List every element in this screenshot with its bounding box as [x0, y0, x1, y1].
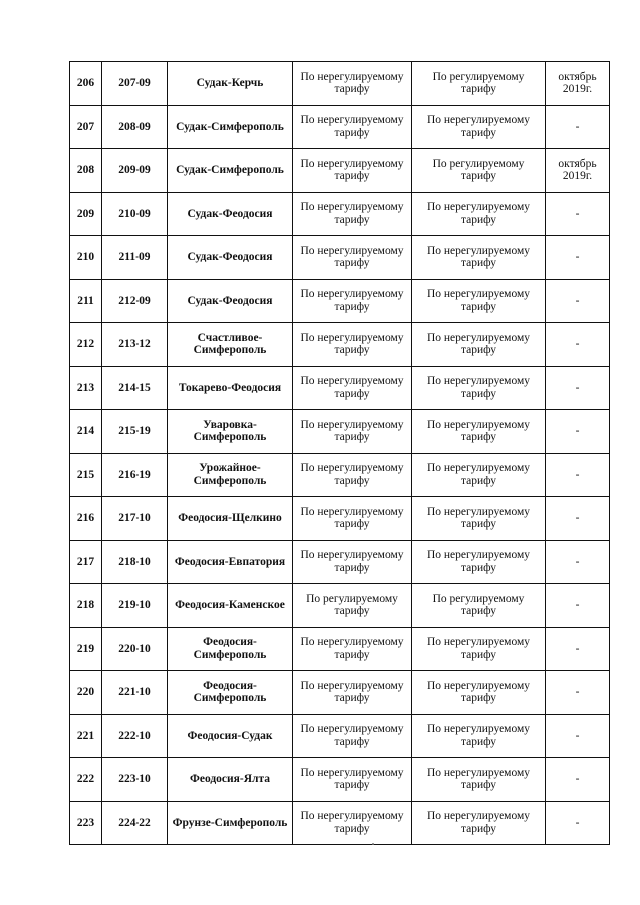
change-date-cell: [546, 105, 610, 149]
route-name-text: Счастливое-Симферополь: [193, 331, 267, 357]
current-tariff-cell: [293, 323, 412, 367]
row-number-cell: [70, 497, 102, 541]
route-name-text: Феодосия-Евпатория: [174, 555, 286, 568]
route-name-text: Судак-Симферополь: [176, 120, 284, 133]
route-code-cell: [102, 366, 168, 410]
current-tariff-cell: [293, 801, 412, 845]
new-tariff-cell: [412, 62, 546, 106]
table-row: [70, 453, 610, 497]
routes-table: [69, 61, 610, 845]
route-name-cell: [168, 323, 293, 367]
current-tariff-text: По нерегулируемому тарифу: [300, 70, 404, 96]
row-number-cell: [70, 279, 102, 323]
table-row: [70, 410, 610, 454]
change-date-text: -: [575, 251, 580, 263]
route-name-cell: [168, 453, 293, 497]
new-tariff-cell: [412, 671, 546, 715]
route-name-text: Фрунзе-Симферополь: [172, 816, 288, 829]
change-date-text: -: [575, 338, 580, 350]
new-tariff-text: По нерегулируемому тарифу: [426, 723, 531, 748]
change-date-cell: [546, 323, 610, 367]
route-name-text: Уваровка-Симферополь: [193, 418, 267, 444]
route-name-cell: [168, 105, 293, 149]
change-date-text: -: [575, 686, 580, 698]
route-code-text: 220-10: [118, 642, 151, 655]
route-name-cell: [168, 671, 293, 715]
new-tariff-cell: [412, 236, 546, 280]
current-tariff-cell: [293, 627, 412, 671]
route-code-cell: [102, 62, 168, 106]
current-tariff-text: По нерегулируемому тарифу: [300, 679, 404, 705]
row-number-cell: [70, 192, 102, 236]
route-name-cell: [168, 279, 293, 323]
change-date-text: -: [575, 468, 580, 481]
route-code-text: 221-10: [118, 686, 151, 698]
change-date-text: -: [575, 512, 580, 524]
route-name-text: Феодосия-Ялта: [189, 773, 271, 785]
route-name-cell: [168, 236, 293, 280]
route-code-cell: [102, 149, 168, 193]
row-number-text: 221: [76, 729, 95, 742]
new-tariff-text: По нерегулируемому тарифу: [426, 418, 531, 444]
route-name-text: Феодосия-Симферополь: [193, 636, 267, 661]
route-code-cell: [102, 801, 168, 845]
current-tariff-text: По нерегулируемому тарифу: [300, 766, 404, 792]
change-date-cell: [546, 801, 610, 845]
route-name-text: Феодосия-Каменское: [175, 599, 285, 611]
change-date-cell: [546, 279, 610, 323]
change-date-text: -: [575, 816, 580, 829]
row-number-cell: [70, 105, 102, 149]
change-date-text: октябрь 2019г.: [558, 70, 597, 96]
row-number-text: 213: [76, 381, 95, 394]
route-name-text: Судак-Феодосия: [187, 294, 273, 307]
new-tariff-text: По нерегулируемому тарифу: [426, 766, 531, 792]
route-name-cell: [168, 801, 293, 845]
routes-table-body: [70, 62, 610, 845]
route-code-cell: [102, 323, 168, 367]
row-number-cell: [70, 453, 102, 497]
new-tariff-cell: [412, 453, 546, 497]
new-tariff-cell: [412, 410, 546, 454]
change-date-cell: [546, 714, 610, 758]
current-tariff-text: По нерегулируемому тарифу: [300, 114, 404, 139]
route-name-text: Феодосия-Симферополь: [193, 679, 267, 705]
route-name-cell: [168, 584, 293, 628]
change-date-cell: [546, 410, 610, 454]
current-tariff-text: По нерегулируемому тарифу: [300, 375, 404, 400]
route-code-cell: [102, 758, 168, 802]
route-code-text: 212-09: [118, 294, 151, 307]
route-code-text: 213-12: [118, 338, 151, 350]
current-tariff-text: По нерегулируемому тарифу: [300, 201, 404, 226]
route-code-cell: [102, 627, 168, 671]
route-name-cell: [168, 497, 293, 541]
route-code-cell: [102, 540, 168, 584]
change-date-text: -: [575, 120, 580, 133]
table-row: [70, 279, 610, 323]
change-date-cell: [546, 758, 610, 802]
new-tariff-text: По регулируемому тарифу: [432, 157, 525, 183]
route-code-cell: [102, 453, 168, 497]
new-tariff-text: По нерегулируемому тарифу: [426, 331, 531, 357]
route-code-text: 210-09: [118, 207, 151, 220]
row-number-text: 217: [76, 555, 95, 568]
change-date-text: -: [575, 642, 580, 655]
change-date-cell: [546, 62, 610, 106]
table-row: [70, 758, 610, 802]
row-number-text: 214: [76, 425, 95, 437]
change-date-text: -: [575, 599, 580, 611]
current-tariff-cell: [293, 236, 412, 280]
current-tariff-cell: [293, 584, 412, 628]
table-row: [70, 584, 610, 628]
route-code-text: 207-09: [118, 77, 151, 89]
row-number-text: 212: [76, 338, 95, 350]
route-name-text: Урожайное-Симферополь: [193, 462, 267, 487]
new-tariff-cell: [412, 323, 546, 367]
new-tariff-text: По нерегулируемому тарифу: [426, 462, 531, 487]
new-tariff-text: По нерегулируемому тарифу: [426, 244, 531, 270]
current-tariff-cell: [293, 497, 412, 541]
new-tariff-text: По нерегулируемому тарифу: [426, 288, 531, 313]
row-number-cell: [70, 671, 102, 715]
route-name-cell: [168, 714, 293, 758]
change-date-cell: [546, 584, 610, 628]
scan-speck: [372, 843, 374, 845]
change-date-text: -: [575, 207, 580, 220]
route-name-text: Судак-Керчь: [196, 77, 264, 89]
route-name-cell: [168, 149, 293, 193]
new-tariff-cell: [412, 149, 546, 193]
row-number-text: 209: [76, 207, 95, 220]
new-tariff-cell: [412, 540, 546, 584]
table-row: [70, 627, 610, 671]
new-tariff-cell: [412, 714, 546, 758]
current-tariff-cell: [293, 714, 412, 758]
route-code-text: 215-19: [118, 425, 151, 437]
route-name-cell: [168, 366, 293, 410]
change-date-text: -: [575, 773, 580, 785]
row-number-cell: [70, 758, 102, 802]
route-code-cell: [102, 410, 168, 454]
change-date-cell: [546, 366, 610, 410]
row-number-text: 207: [76, 120, 95, 133]
current-tariff-cell: [293, 149, 412, 193]
table-row: [70, 236, 610, 280]
row-number-cell: [70, 801, 102, 845]
change-date-cell: [546, 236, 610, 280]
change-date-text: -: [575, 729, 580, 742]
route-code-cell: [102, 671, 168, 715]
row-number-text: 206: [76, 77, 95, 89]
current-tariff-cell: [293, 366, 412, 410]
new-tariff-cell: [412, 584, 546, 628]
route-code-text: 218-10: [118, 555, 151, 568]
route-code-cell: [102, 584, 168, 628]
new-tariff-text: По нерегулируемому тарифу: [426, 505, 531, 531]
route-name-text: Феодосия-Щелкино: [178, 512, 282, 524]
route-name-cell: [168, 62, 293, 106]
row-number-cell: [70, 236, 102, 280]
row-number-text: 222: [76, 773, 95, 785]
new-tariff-cell: [412, 105, 546, 149]
row-number-text: 220: [76, 686, 95, 698]
table-row: [70, 149, 610, 193]
new-tariff-text: По нерегулируемому тарифу: [426, 375, 531, 400]
current-tariff-text: По нерегулируемому тарифу: [300, 288, 404, 313]
row-number-cell: [70, 410, 102, 454]
current-tariff-text: По нерегулируемому тарифу: [300, 244, 404, 270]
row-number-text: 218: [76, 599, 95, 611]
current-tariff-text: По нерегулируемому тарифу: [300, 810, 404, 835]
new-tariff-text: По нерегулируемому тарифу: [426, 679, 531, 705]
row-number-cell: [70, 62, 102, 106]
row-number-text: 208: [76, 164, 95, 176]
route-name-cell: [168, 410, 293, 454]
row-number-text: 215: [76, 468, 95, 481]
route-code-cell: [102, 497, 168, 541]
change-date-text: -: [575, 425, 580, 437]
current-tariff-text: По нерегулируемому тарифу: [300, 505, 404, 531]
new-tariff-text: По регулируемому тарифу: [432, 592, 525, 618]
row-number-cell: [70, 540, 102, 584]
table-row: [70, 366, 610, 410]
route-code-cell: [102, 714, 168, 758]
current-tariff-text: По нерегулируемому тарифу: [300, 331, 404, 357]
row-number-text: 210: [76, 251, 95, 263]
route-name-cell: [168, 627, 293, 671]
change-date-text: -: [575, 294, 580, 307]
current-tariff-cell: [293, 279, 412, 323]
new-tariff-cell: [412, 801, 546, 845]
route-name-text: Токарево-Феодосия: [178, 381, 282, 394]
new-tariff-cell: [412, 627, 546, 671]
current-tariff-cell: [293, 105, 412, 149]
current-tariff-cell: [293, 410, 412, 454]
table-row: [70, 105, 610, 149]
new-tariff-cell: [412, 192, 546, 236]
current-tariff-cell: [293, 62, 412, 106]
change-date-cell: [546, 671, 610, 715]
current-tariff-cell: [293, 192, 412, 236]
new-tariff-cell: [412, 497, 546, 541]
row-number-cell: [70, 366, 102, 410]
current-tariff-cell: [293, 453, 412, 497]
change-date-text: -: [575, 555, 580, 568]
route-code-text: 224-22: [118, 816, 151, 829]
route-code-text: 216-19: [118, 468, 151, 481]
change-date-cell: [546, 540, 610, 584]
route-name-cell: [168, 192, 293, 236]
current-tariff-text: По нерегулируемому тарифу: [300, 636, 404, 661]
new-tariff-text: По нерегулируемому тарифу: [426, 201, 531, 226]
route-name-cell: [168, 540, 293, 584]
new-tariff-text: По нерегулируемому тарифу: [426, 810, 531, 835]
route-code-text: 223-10: [118, 773, 151, 785]
change-date-cell: [546, 453, 610, 497]
table-row: [70, 192, 610, 236]
row-number-text: 216: [76, 512, 95, 524]
current-tariff-text: По регулируемому тарифу: [306, 592, 398, 618]
route-code-text: 209-09: [118, 164, 151, 176]
new-tariff-text: По регулируемому тарифу: [432, 70, 525, 96]
new-tariff-cell: [412, 279, 546, 323]
current-tariff-cell: [293, 758, 412, 802]
table-row: [70, 540, 610, 584]
change-date-cell: [546, 149, 610, 193]
row-number-cell: [70, 627, 102, 671]
table-row: [70, 801, 610, 845]
route-code-text: 222-10: [118, 729, 151, 742]
change-date-cell: [546, 497, 610, 541]
route-code-text: 214-15: [118, 381, 151, 394]
current-tariff-text: По нерегулируемому тарифу: [300, 418, 404, 444]
new-tariff-text: По нерегулируемому тарифу: [426, 114, 531, 139]
table-row: [70, 497, 610, 541]
route-code-text: 219-10: [118, 599, 151, 611]
current-tariff-text: По нерегулируемому тарифу: [300, 549, 404, 574]
current-tariff-cell: [293, 540, 412, 584]
change-date-text: -: [575, 381, 580, 394]
current-tariff-cell: [293, 671, 412, 715]
current-tariff-text: По нерегулируемому тарифу: [300, 157, 404, 183]
route-code-text: 211-09: [118, 251, 151, 263]
row-number-cell: [70, 323, 102, 367]
row-number-text: 223: [76, 816, 95, 829]
route-name-text: Судак-Феодосия: [187, 207, 273, 220]
current-tariff-text: По нерегулируемому тарифу: [300, 723, 404, 748]
route-name-text: Феодосия-Судак: [187, 729, 273, 742]
route-name-text: Судак-Феодосия: [187, 251, 273, 263]
route-code-cell: [102, 236, 168, 280]
table-row: [70, 62, 610, 106]
route-name-cell: [168, 758, 293, 802]
table-row: [70, 714, 610, 758]
row-number-cell: [70, 584, 102, 628]
route-code-text: 208-09: [118, 120, 151, 133]
table-row: [70, 671, 610, 715]
row-number-text: 219: [76, 642, 95, 655]
table-row: [70, 323, 610, 367]
change-date-cell: [546, 192, 610, 236]
new-tariff-text: По нерегулируемому тарифу: [426, 636, 531, 661]
new-tariff-cell: [412, 366, 546, 410]
route-code-cell: [102, 192, 168, 236]
route-name-text: Судак-Симферополь: [176, 164, 284, 176]
route-code-text: 217-10: [118, 512, 151, 524]
route-code-cell: [102, 105, 168, 149]
route-code-cell: [102, 279, 168, 323]
row-number-cell: [70, 149, 102, 193]
new-tariff-text: По нерегулируемому тарифу: [426, 549, 531, 574]
row-number-text: 211: [77, 294, 94, 307]
new-tariff-cell: [412, 758, 546, 802]
row-number-cell: [70, 714, 102, 758]
change-date-cell: [546, 627, 610, 671]
current-tariff-text: По нерегулируемому тарифу: [300, 462, 404, 487]
change-date-text: октябрь 2019г.: [558, 157, 597, 183]
